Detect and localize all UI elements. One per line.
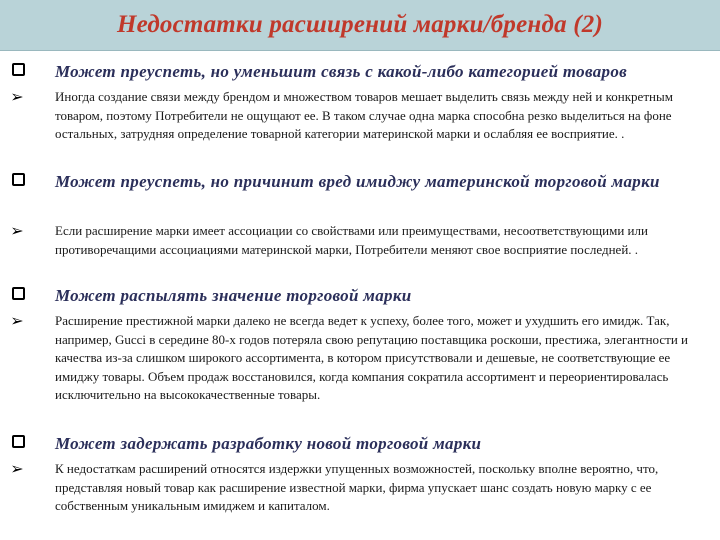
- square-bullet-icon: [12, 63, 25, 76]
- square-bullet-icon: [12, 173, 25, 186]
- title-bar: [0, 0, 720, 51]
- arrow-bullet-icon: ➢: [10, 221, 24, 240]
- section-body: Иногда создание связи между брендом и множеством товаров мешает выделить связь между ней и конкретным товаром, поэтому Потребители не ощущают ее. В таком случае одна марка способна резко выделиться на фоне остальных, затрудняя определение товарной категории материнской марки и ослабляя ее восприятие. .: [55, 89, 673, 141]
- section-heading: Может распылять значение торговой марки: [55, 286, 412, 305]
- section-body: Если расширение марки имеет ассоциации со свойствами или преимуществами, несоответствующими или противоречащими ассоциациями материнской марки, Потребители меняют свое восприятие последней. .: [55, 223, 648, 257]
- section-body: К недостаткам расширений относятся издержки упущенных возможностей, поскольку вполне вероятно, что, представляя новый товар как расширение известной марки, фирма упускает шанс создать новую марку с ее собственным уникальным имиджем и капиталом.: [55, 461, 659, 513]
- square-bullet-icon: [12, 287, 25, 300]
- arrow-bullet-icon: ➢: [10, 87, 24, 106]
- arrow-bullet-icon: ➢: [10, 459, 24, 478]
- slide-title: Недостатки расширений марки/бренда (2): [117, 11, 603, 38]
- arrow-bullet-icon: ➢: [10, 311, 24, 330]
- section-heading: Может преуспеть, но причинит вред имиджу материнской торговой марки: [55, 172, 660, 191]
- section-body: Расширение престижной марки далеко не всегда ведет к успеху, более того, может и ухудшить его имидж. Так, например, Gucci в середине 80-х годов потеряла свою репутацию поставщика роскоши, престижа, элегантности и качества из-за слишком широкого ассортимента, в котором присутствовали и дешевые, не соответствующие ее имиджу товары. Объем продаж восстановился, когда компания сократила ассортимент и переориентировалась исключительно на высококачественные товары.: [55, 313, 688, 402]
- section-heading: Может задержать разработку новой торговой марки: [55, 434, 482, 453]
- square-bullet-icon: [12, 435, 25, 448]
- section-heading: Может преуспеть, но уменьшит связь с какой-либо категорией товаров: [55, 62, 628, 81]
